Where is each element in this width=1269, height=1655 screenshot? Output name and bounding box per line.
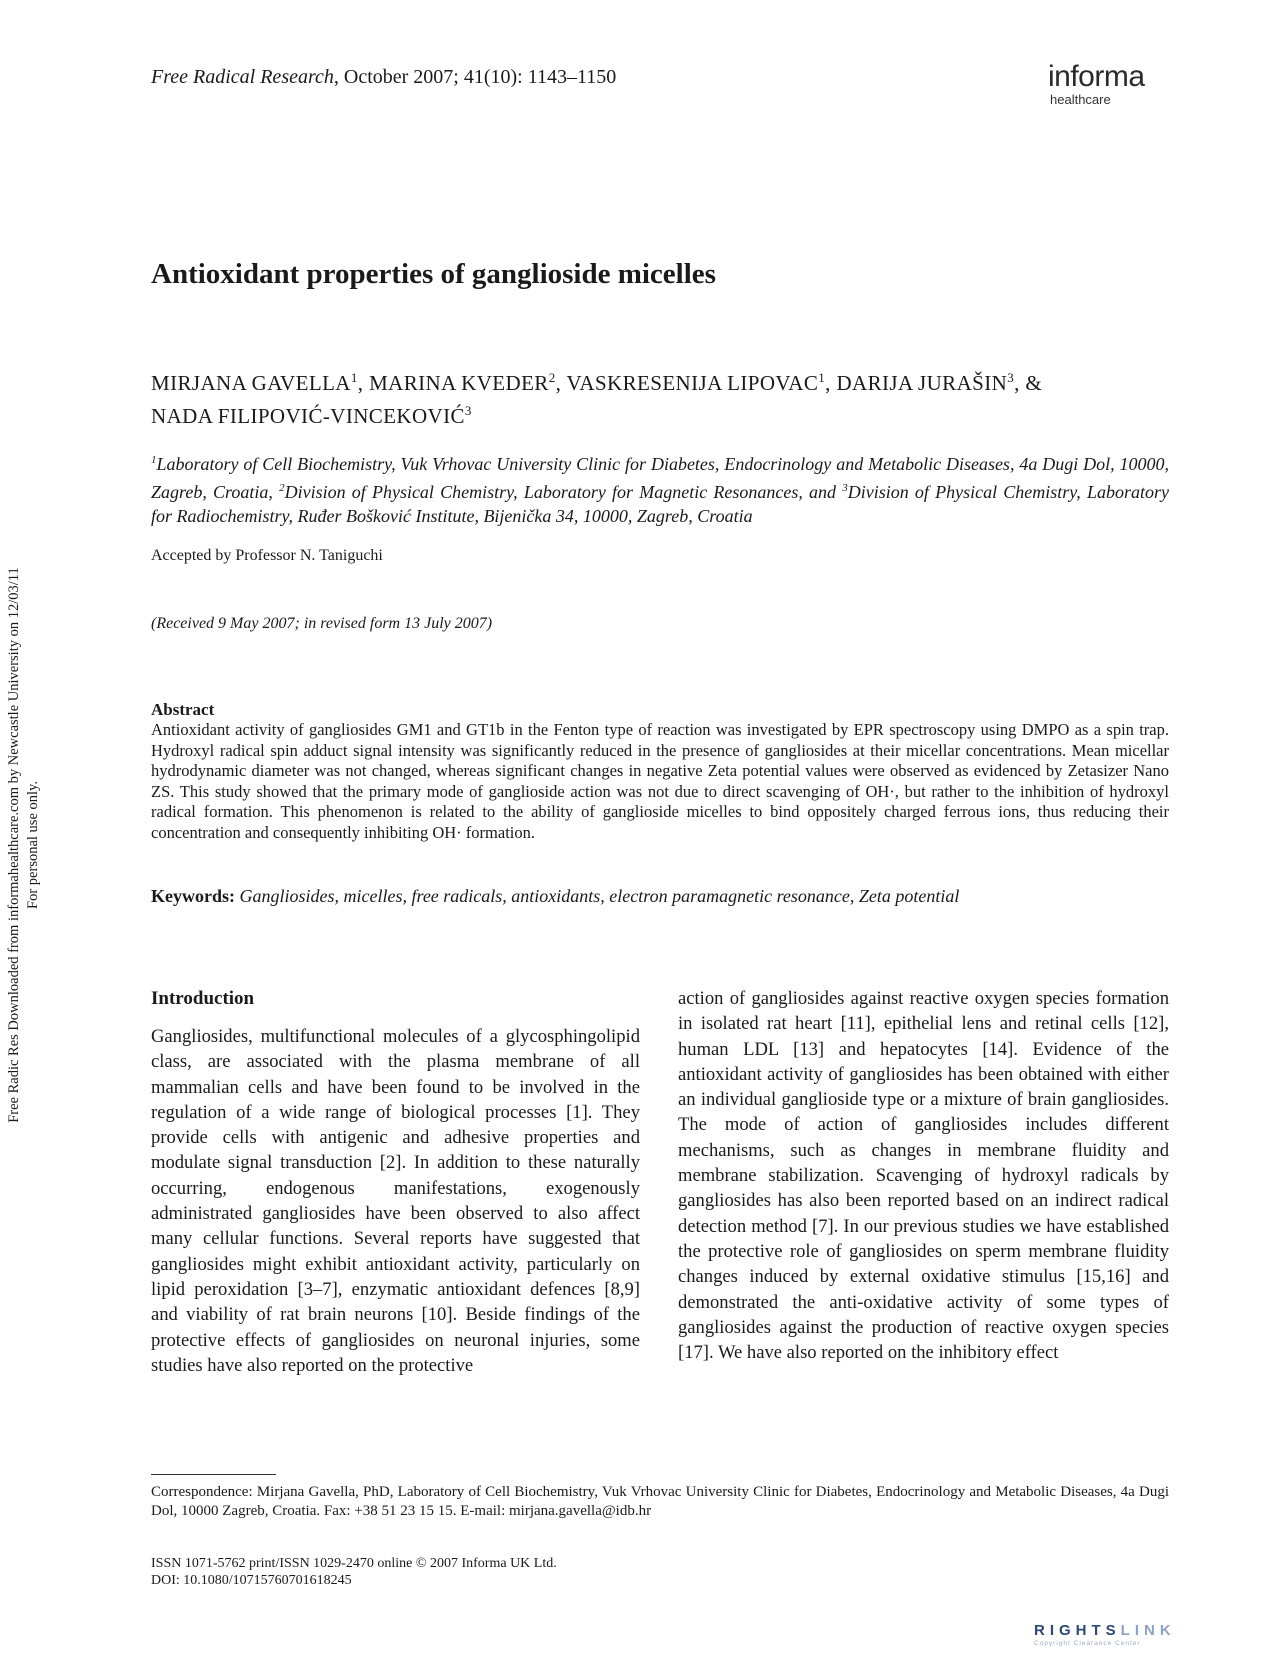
- issn-line: ISSN 1071-5762 print/ISSN 1029-2470 online © 2007 Informa UK Ltd.: [151, 1556, 557, 1571]
- journal-details: , October 2007; 41(10): 1143–1150: [333, 66, 617, 88]
- publisher-logo-subtext: healthcare: [1050, 92, 1111, 107]
- download-notice: [5, 520, 43, 1170]
- affiliations: [151, 448, 1169, 528]
- rightslink-label-dark: RIGHTS: [1034, 1622, 1121, 1639]
- footnote-divider: [151, 1474, 276, 1475]
- affiliation-number: 2: [279, 482, 285, 494]
- rightslink-subtext: Copyright Clearance Center: [1034, 1640, 1141, 1647]
- journal-name: Free Radical Research: [151, 66, 334, 88]
- author-affiliation-mark: 3: [1007, 370, 1015, 385]
- author-name: DARIJA JURAŠIN: [836, 371, 1008, 395]
- introduction-right-column: action of gangliosides against reactive oxygen species formation in isolated rat heart [11], epithelial lens and retinal cells [12], human LDL [13] and hepatocytes [14]. Evidence of the antioxidant activity of gangliosides has been obtained with either an individual ganglioside type or a mixture of brain gangliosides. The mode of action of gangliosides includes different mechanisms, such as changes in membrane fluidity and membrane stabilization. Scavenging of hydroxyl radicals by gangliosides has also been reported based on an indirect radical detection method [7]. In our previous studies we have established the protective role of gangliosides on sperm membrane fluidity changes induced by external oxidative stimulus [15,16] and demonstrated the anti-oxidative activity of some types of gangliosides against the production of reactive oxygen species [17]. We have also reported on the inhibitory effect: [678, 988, 1169, 1364]
- keywords-text: Gangliosides, micelles, free radicals, antioxidants, electron paramagnetic resonance, Zeta potential: [239, 886, 960, 906]
- personal-use-line: For personal use only.: [25, 781, 41, 909]
- affiliation-text: Division of Physical Chemistry, Laboratory for Radiochemistry, Ruđer Bošković Institute, Bijenička 34, 10000, Zagreb, Croatia: [151, 482, 1170, 526]
- author-name: MIRJANA GAVELLA: [151, 371, 351, 395]
- rightslink-logo[interactable]: [1034, 1622, 1176, 1639]
- abstract-heading: Abstract: [151, 700, 215, 719]
- introduction-left-column: Gangliosides, multifunctional molecules of a glycosphingolipid class, are associated with the plasma membrane of all mammalian cells and have been found to be involved in the regulation of a wide range of biological processes [1]. They provide cells with antigenic and adhesive properties and modulate signal transduction [2]. In addition to these naturally occurring, endogenous manifestations, exogenously administrated gangliosides have been observed to also affect many cellular functions. Several reports have suggested that gangliosides might exhibit antioxidant activity, particularly on lipid peroxidation [3–7], enzymatic antioxidant defences [8,9] and viability of rat brain neurons [10]. Beside findings of the protective effects of gangliosides on neuronal injuries, some studies have also reported on the protective: [151, 1026, 640, 1376]
- keywords: [151, 886, 1169, 907]
- article-title: Antioxidant properties of ganglioside micelles: [151, 258, 716, 290]
- publisher-logo[interactable]: [1048, 62, 1145, 107]
- correspondence-footnote: Correspondence: Mirjana Gavella, PhD, Laboratory of Cell Biochemistry, Vuk Vrhovac University Clinic for Diabetes, Endocrinology and Metabolic Diseases, 4a Dugi Dol, 10000 Zagreb, Croatia. Fax: +38 51 23 15 15. E-mail: mirjana.gavella@idb.hr: [151, 1484, 1169, 1519]
- author-name: MARINA KVEDER: [369, 371, 549, 395]
- author-affiliation-mark: 1: [350, 370, 358, 385]
- introduction-heading: Introduction: [151, 988, 255, 1009]
- author-separator: ,: [357, 371, 370, 395]
- author-affiliation-mark: 2: [548, 370, 556, 385]
- received-dates: (Received 9 May 2007; in revised form 13 July 2007): [151, 615, 493, 632]
- affiliation-number: 3: [842, 482, 848, 494]
- download-notice-line: Free Radic Res Downloaded from informahealthcare.com by Newcastle University on 12/03/11: [6, 567, 22, 1123]
- publication-info: [151, 1555, 557, 1589]
- keywords-label: Keywords:: [151, 886, 235, 906]
- abstract-text: Antioxidant activity of gangliosides GM1 and GT1b in the Fenton type of reaction was investigated by EPR spectroscopy using DMPO as a spin trap. Hydroxyl radical spin adduct signal intensity was significantly reduced in the presence of gangliosides at their micellar concentrations. Mean micellar hydrodynamic diameter was not changed, whereas significant changes in negative Zeta potential values were observed as evidenced by Zetasizer Nano ZS. This study showed that the primary mode of ganglioside action was not due to direct scavenging of OH·, but rather to the inhibition of hydroxyl radical formation. This phenomenon is related to the ability of ganglioside micelles to bind oppositely charged ferrous ions, thus reducing their concentration and consequently inhibiting OH· formation.: [151, 720, 1169, 842]
- author-separator: ,: [825, 371, 837, 395]
- doi-line: DOI: 10.1080/10715760701618245: [151, 1573, 352, 1588]
- publisher-logo-text: informa: [1048, 60, 1145, 93]
- author-list: [151, 364, 1081, 430]
- affiliation-number: 1: [151, 454, 157, 466]
- affiliation-text: Division of Physical Chemistry, Laboratory for Magnetic Resonances, and: [284, 482, 843, 502]
- rightslink-label-light: LINK: [1120, 1622, 1176, 1639]
- author-separator: ,: [555, 371, 567, 395]
- author-separator: , &: [1014, 371, 1043, 395]
- affiliation-text: Laboratory of Cell Biochemistry, Vuk Vrhovac University Clinic for Diabetes, Endocrinology and Metabolic Diseases, 4a Dugi Dol, 10000, Zagreb, Croatia,: [151, 454, 1169, 502]
- author-affiliation-mark: 1: [818, 370, 826, 385]
- author-affiliation-mark: 3: [464, 403, 472, 418]
- accepted-by: Accepted by Professor N. Taniguchi: [151, 547, 383, 564]
- journal-citation: [151, 66, 616, 89]
- author-name: NADA FILIPOVIĆ-VINCEKOVIĆ: [151, 404, 465, 428]
- author-name: VASKRESENIJA LIPOVAC: [566, 371, 819, 395]
